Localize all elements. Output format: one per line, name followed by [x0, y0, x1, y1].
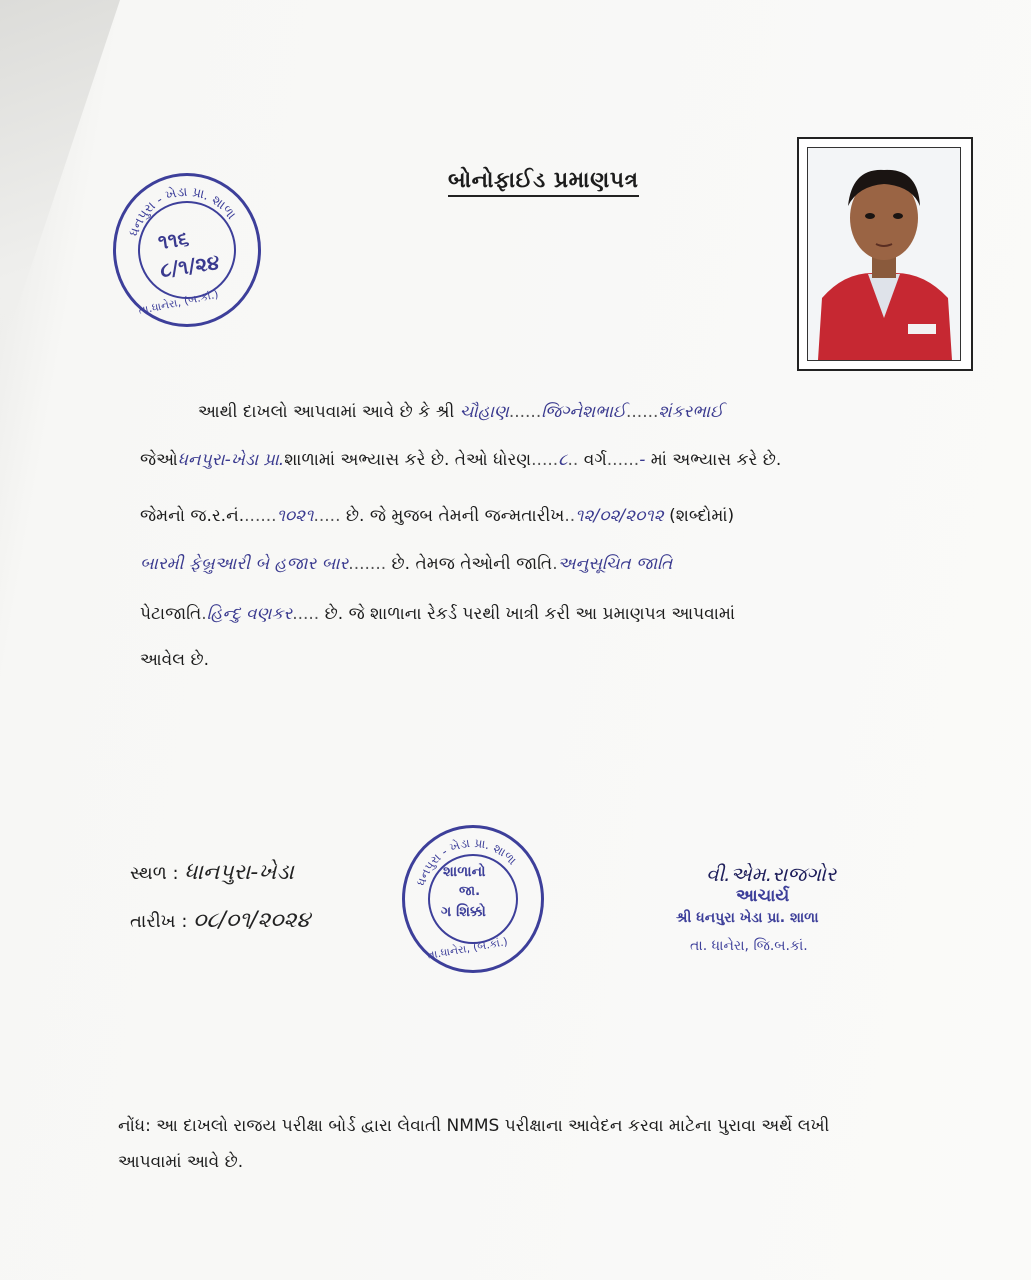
subcaste-value: હિન્દુ વણકર — [206, 604, 293, 624]
place-value: ધાનપુરા-ખેડા — [184, 860, 294, 885]
date-label: તારીખ : — [130, 911, 188, 932]
words-label: (શબ્દોમાં) — [669, 506, 735, 526]
dots: ....... — [348, 554, 387, 574]
seal-bottom-text: તા.ધાનેરા, (બ.કાં.) — [426, 935, 509, 962]
seal-ring-text: ધનપુરા - ખેડા પ્રા. શાળા — [413, 835, 520, 888]
school-seal-bottom — [402, 825, 544, 973]
page-title: બોનોફાઈડ પ્રમાણપત્ર — [448, 168, 639, 197]
line2-suffix: માં અભ્યાસ કરે છે. — [650, 450, 782, 470]
place-row — [130, 862, 294, 884]
stamp-ring-text: ધનપુરા - ખેડા પ્રા. શાળા — [126, 184, 239, 239]
student-name: જિગ્નેશભાઈ — [541, 402, 626, 422]
line2-mid: શાળામાં અભ્યાસ કરે છે. તેઓ ધોરણ — [284, 450, 532, 470]
body-line-3 — [140, 508, 734, 525]
body-line-5 — [140, 606, 735, 623]
dots: . — [552, 554, 558, 574]
stamp-inward-number: ૧૧૬ — [156, 225, 191, 255]
birth-date: ૧૨/૦૨/૨૦૧૨ — [575, 506, 664, 526]
line2-prefix: જેઓ — [140, 450, 178, 470]
principal-address: તા. ધાનેરા, જિ.બ.કાં. — [690, 938, 808, 954]
dots: ...... — [625, 402, 659, 422]
line3-mid: છે. જે મુજબ તેમની જન્મતારીખ — [345, 506, 565, 526]
principal-signature: વી.એમ.રાજગોર — [706, 862, 837, 886]
line3-prefix: જેમનો જ.ર.નં. — [140, 506, 245, 526]
body-line-6: આવેલ છે. — [140, 650, 210, 670]
date-value: ૦૮/૦૧/૨૦૨૪ — [193, 908, 311, 933]
dots: .. — [567, 450, 584, 470]
school-name: ધનપુરા-ખેડા પ્રા. — [177, 450, 285, 470]
dots: ..... — [531, 450, 559, 470]
dots: ..... — [292, 604, 320, 624]
gr-number: ૧૦૨૧ — [276, 506, 314, 526]
dots: ...... — [606, 450, 640, 470]
dots: .. — [564, 506, 576, 526]
body-line-4 — [140, 556, 672, 573]
body-line-1 — [198, 404, 723, 421]
stamp-date: ૮/૧/૨૪ — [158, 249, 221, 283]
student-photo — [807, 147, 961, 361]
student-photo-frame — [797, 137, 973, 371]
class-value: - — [639, 450, 646, 470]
principal-title: આચાર્ય — [736, 886, 790, 906]
class-label: વર્ગ — [583, 450, 607, 470]
dots: ..... — [313, 506, 341, 526]
student-surname: ચૌહાણ — [459, 402, 509, 422]
seal-center-1: શાળાનો — [443, 864, 486, 880]
caste-value: અનુસૂચિત જાતિ — [557, 554, 673, 574]
dots: ...... — [508, 402, 542, 422]
dots: ...... — [244, 506, 277, 526]
line1-prefix: આથી દાખલો આપવામાં આવે છે કે શ્રી — [198, 402, 455, 422]
place-label: સ્થળ : — [130, 863, 179, 884]
seal-center-2: જા. — [459, 884, 481, 899]
body-line-2 — [140, 452, 781, 469]
principal-school: શ્રી ધનપુરા ખેડા પ્રા. શાળા — [676, 910, 819, 926]
footnote: નોંધ: આ દાખલો રાજય પરીક્ષા બોર્ડ દ્વારા લેવાતી NMMS પરીક્ષાના આવેદન કરવા માટેના પુરાવા અર્થે લખી આપવામાં આવે છે. — [118, 1116, 830, 1172]
line5-suffix: છે. જે શાળાના રેકર્ડ પરથી ખાત્રી કરી આ પ્રમાણપત્ર આપવામાં — [324, 604, 736, 624]
birth-date-words: બારમી ફેબ્રુઆરી બે હજાર બાર — [140, 554, 349, 574]
student-portrait-icon — [808, 148, 960, 360]
date-row — [130, 910, 310, 932]
seal-center-3: ગ શિક્કો — [441, 904, 486, 920]
stamp-bottom-text: તા.ધાનેરા, (બ.કાં.) — [137, 287, 220, 318]
line4-mid: છે. તેમજ તેઓની જાતિ — [391, 554, 553, 574]
dots: . — [201, 604, 207, 624]
father-name: શંકરભાઈ — [658, 402, 724, 422]
subcaste-label: પેટાજાતિ — [140, 604, 202, 624]
school-stamp-top — [113, 173, 261, 327]
standard-value: ૮ — [558, 450, 568, 470]
